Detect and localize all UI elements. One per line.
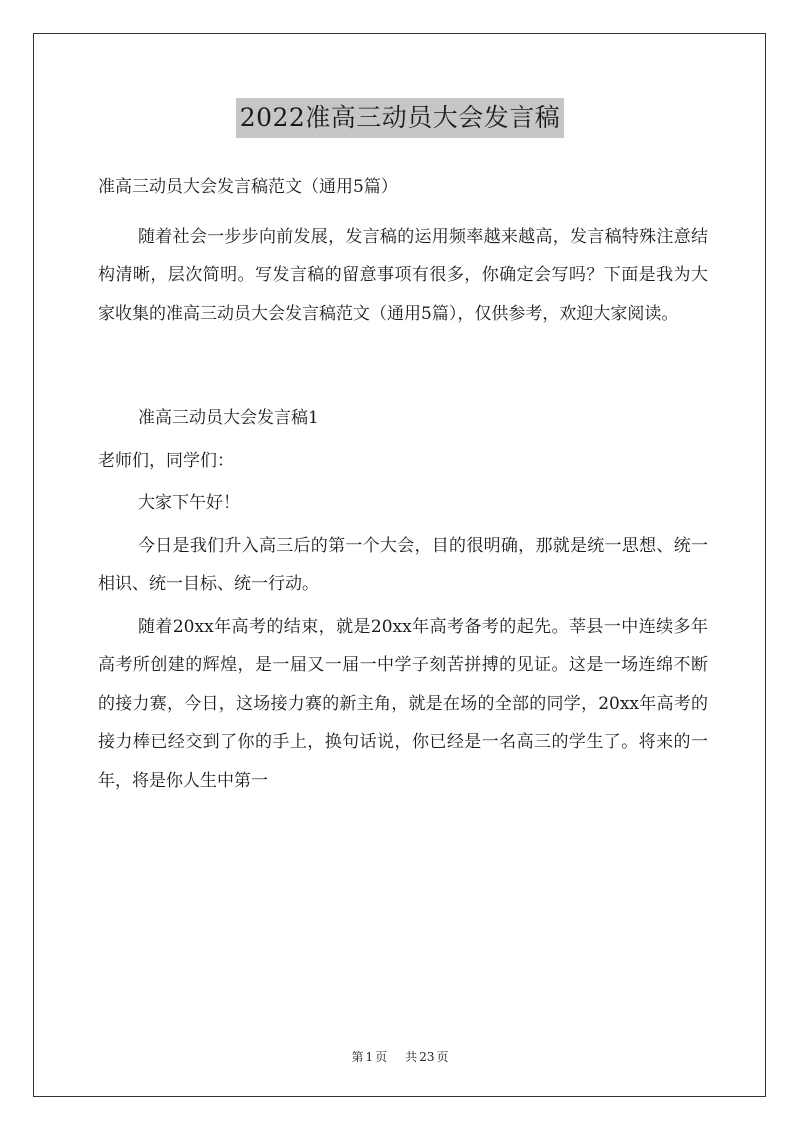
document-title: 2022准高三动员大会发言稿 xyxy=(236,98,565,138)
page-prefix: 第 xyxy=(351,1050,364,1064)
document-body xyxy=(98,168,708,800)
title-wrap xyxy=(0,98,800,138)
body-paragraph-1: 今日是我们升入高三后的第一个大会，目的很明确，那就是统一思想、统一相识、统一目标、统一行动。 xyxy=(98,535,708,594)
page-suffix: 页 xyxy=(375,1050,388,1064)
page-footer xyxy=(0,1048,800,1065)
body-paragraph-2: 随着20xx年高考的结束，就是20xx年高考备考的起先。莘县一中连续多年高考所创建的辉煌，是一届又一届一中学子刻苦拼搏的见证。这是一场连绵不断的接力赛，今日，这场接力赛的新主角，就是在场的全部的同学，20xx年高考的接力棒已经交到了你的手上，换句话说，你已经是一名高三的学生了。将来的一年，将是你人生中第一 xyxy=(98,616,708,791)
salutation: 老师们，同学们： xyxy=(98,450,234,471)
total-pages: 23 xyxy=(419,1050,435,1064)
section-heading: 准高三动员大会发言稿1 xyxy=(138,408,319,428)
greeting: 大家下午好！ xyxy=(138,493,240,513)
total-suffix: 页 xyxy=(436,1050,449,1064)
document-subtitle: 准高三动员大会发言稿范文（通用5篇） xyxy=(98,177,398,197)
page-number: 1 xyxy=(365,1050,374,1064)
total-prefix: 共 xyxy=(405,1050,418,1064)
intro-paragraph: 随着社会一步步向前发展，发言稿的运用频率越来越高，发言稿特殊注意结构清晰，层次简明。写发言稿的留意事项有很多，你确定会写吗？下面是我为大家收集的准高三动员大会发言稿范文（通用5篇），仅供参考，欢迎大家阅读。 xyxy=(98,226,708,324)
